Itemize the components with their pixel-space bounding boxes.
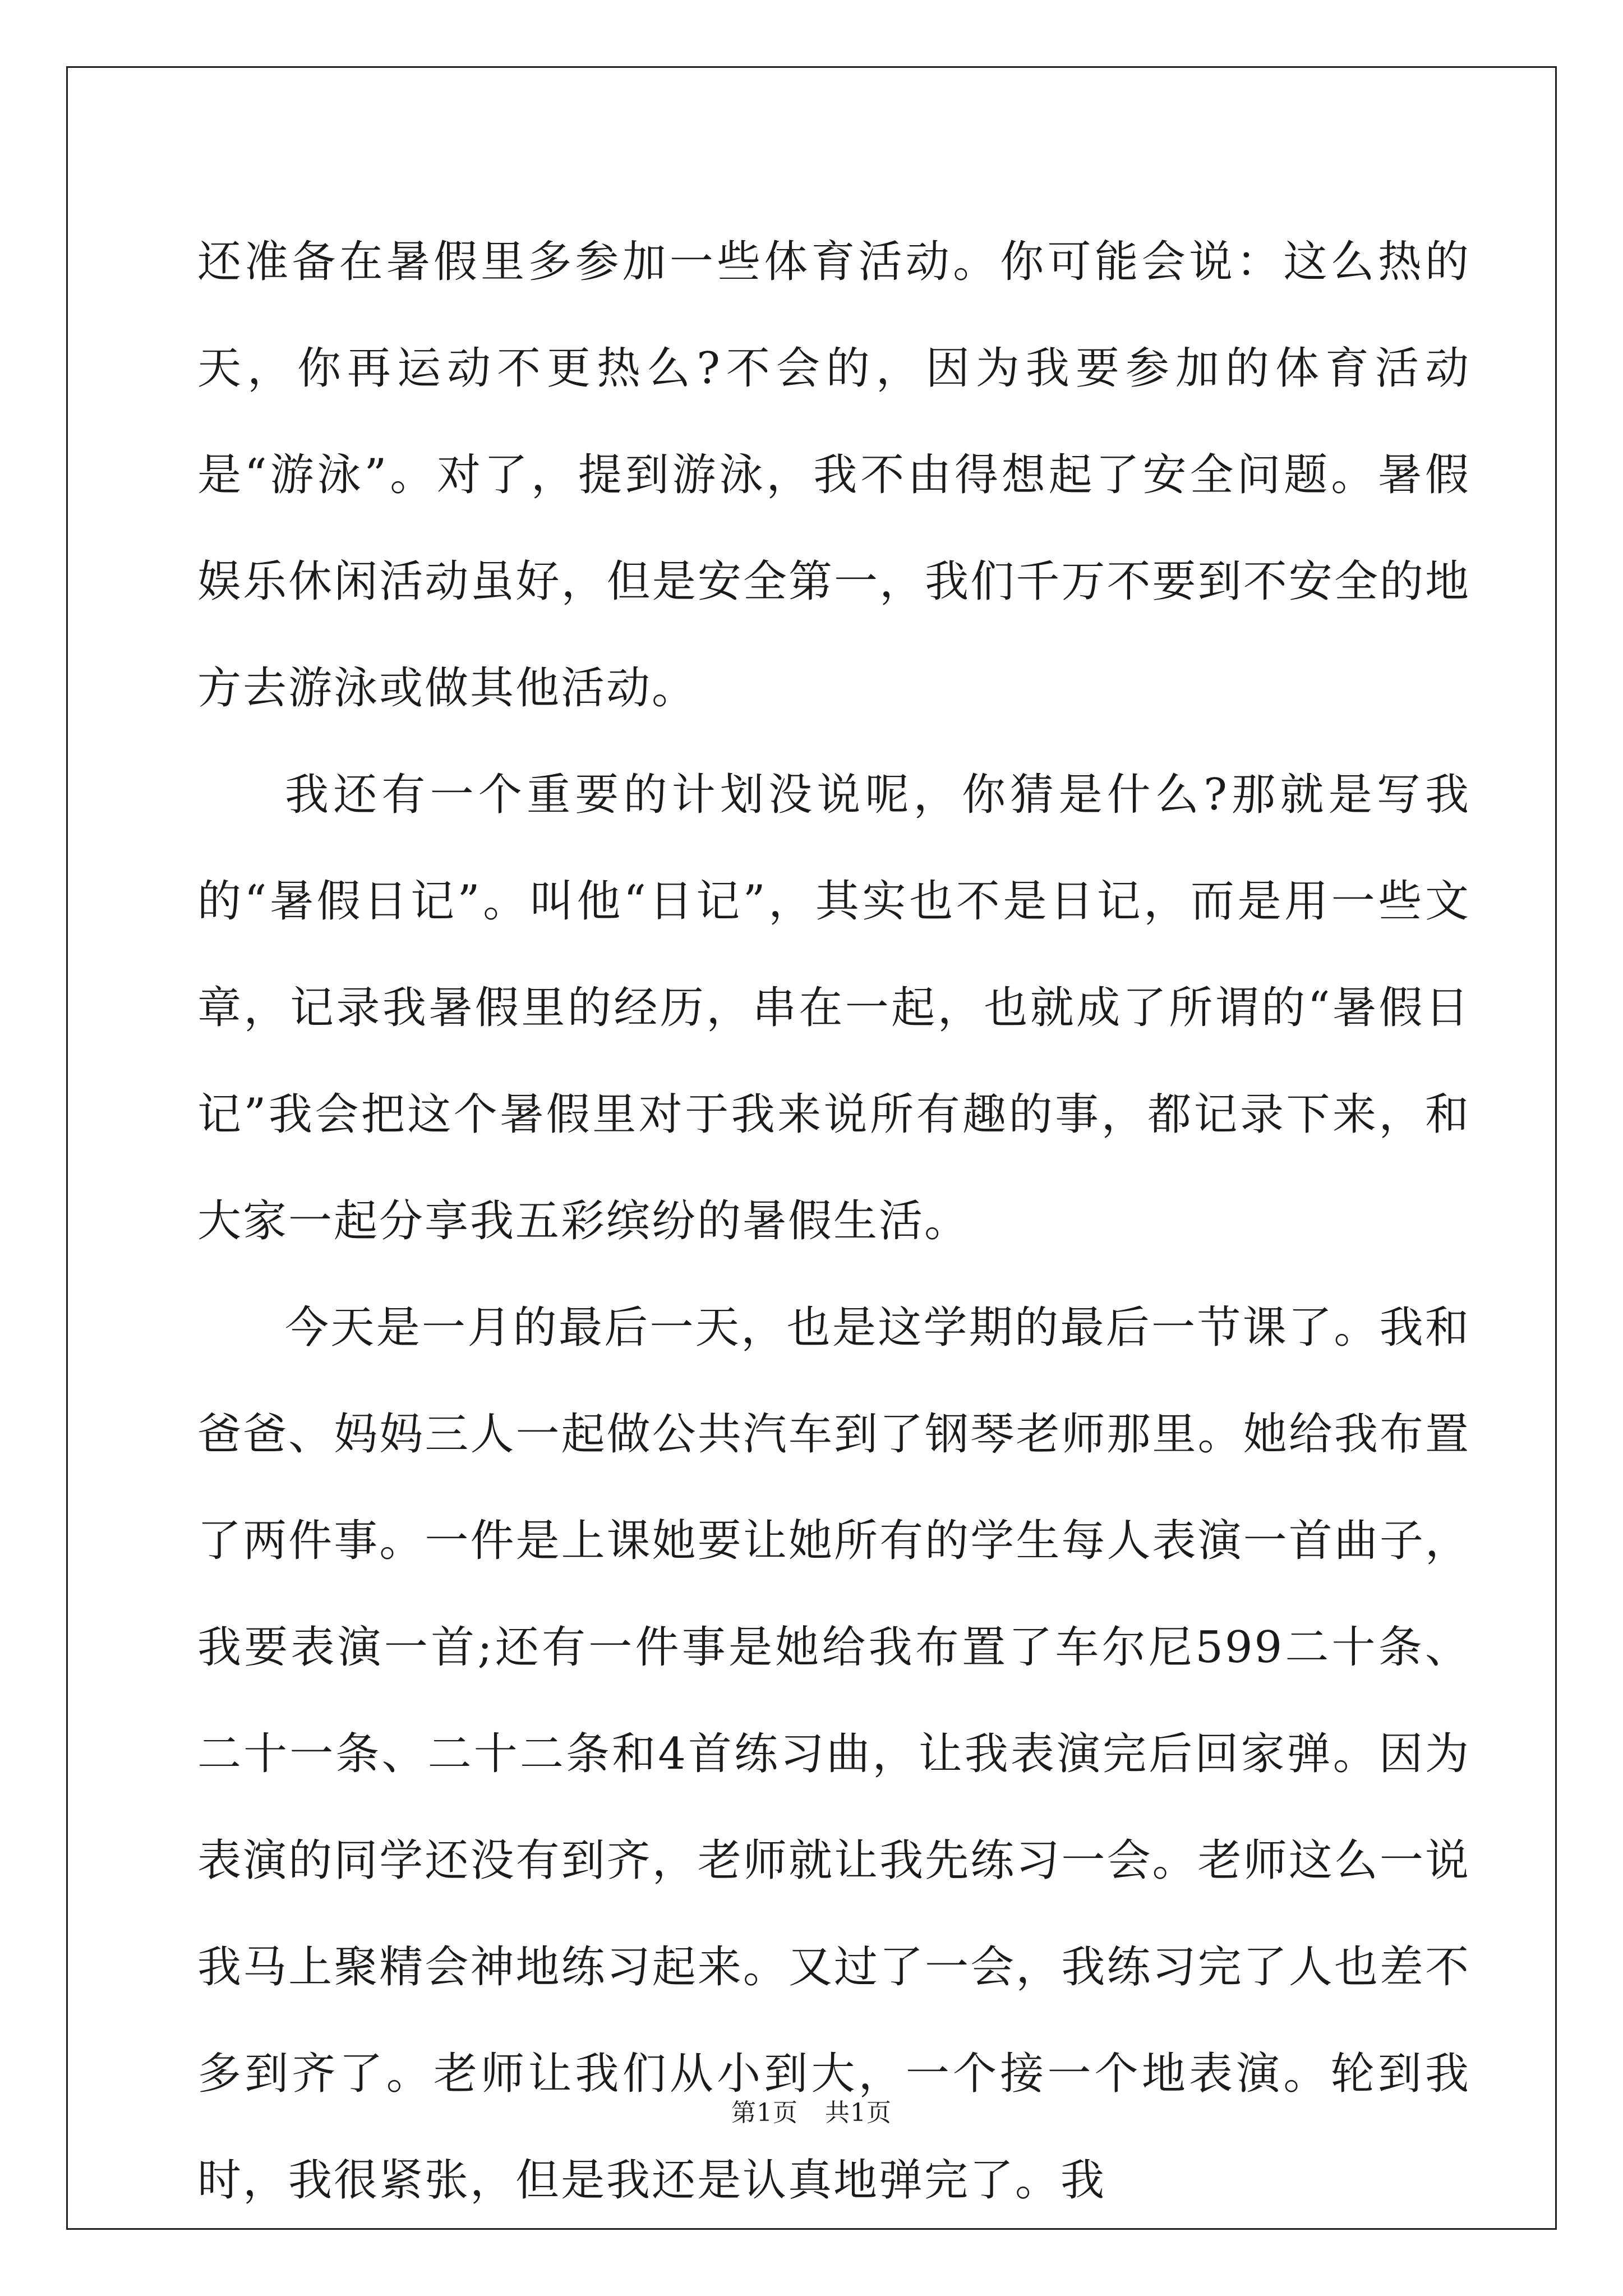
paragraph-2: 我还有一个重要的计划没说呢，你猜是什么?那就是写我的“暑假日记”。叫他“日记”，其实也不是日记，而是用一些文章，记录我暑假里的经历，串在一起，也就成了所谓的“暑假日记”我会把这个暑假里对于我来说所有趣的事，都记录下来，和大家一起分享我五彩缤纷的暑假生活。 <box>197 770 1470 1246</box>
document-body <box>197 209 1470 2234</box>
paragraph-1: 还准备在暑假里多参加一些体育活动。你可能会说：这么热的天，你再运动不更热么?不会的，因为我要参加的体育活动是“游泳”。对了，提到游泳，我不由得想起了安全问题。暑假娱乐休闲活动虽好，但是安全第一，我们千万不要到不安全的地方去游泳或做其他活动。 <box>197 237 1470 714</box>
page-footer <box>0 2092 1623 2128</box>
page-number-current: 第1页 <box>731 2099 798 2127</box>
paragraph-3: 今天是一月的最后一天，也是这学期的最后一节课了。我和爸爸、妈妈三人一起做公共汽车到了钢琴老师那里。她给我布置了两件事。一件是上课她要让她所有的学生每人表演一首曲子，我要表演一首;还有一件事是她给我布置了车尔尼599二十条、二十一条、二十二条和4首练习曲，让我表演完后回家弹。因为表演的同学还没有到齐，老师就让我先练习一会。老师这么一说我马上聚精会神地练习起来。又过了一会，我练习完了人也差不多到齐了。老师让我们从小到大，一个接一个地表演。轮到我时，我很紧张，但是我还是认真地弹完了。我 <box>197 1303 1470 2206</box>
page-number-total: 共1页 <box>825 2099 892 2127</box>
